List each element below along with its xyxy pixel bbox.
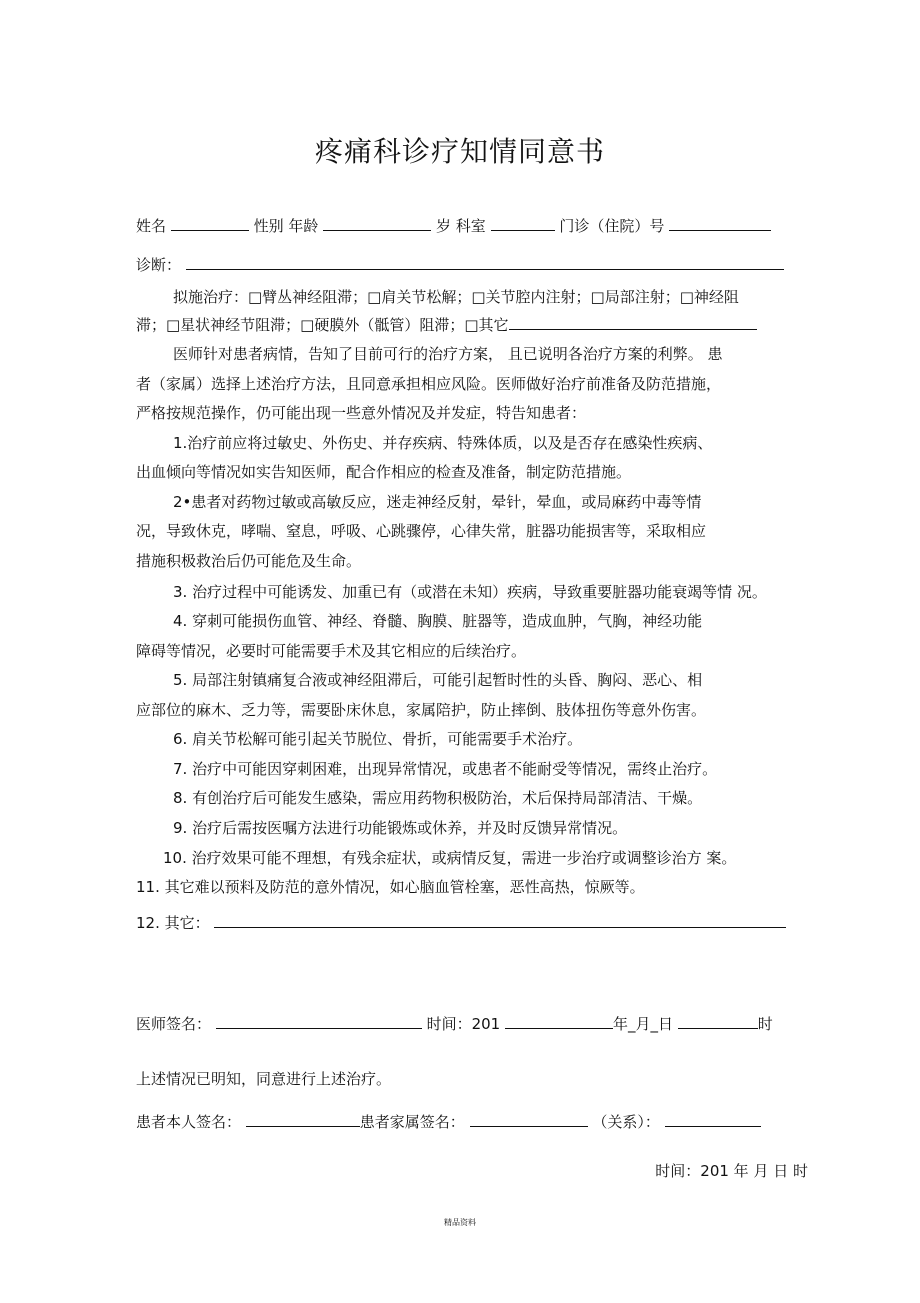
item-12-field[interactable] xyxy=(214,913,786,928)
doctor-sign-field[interactable] xyxy=(216,1014,422,1029)
doctor-sign-label: 医师签名： xyxy=(136,1015,212,1033)
item-4-line-2: 障碍等情况，必要时可能需要手术及其它相应的后续治疗。 xyxy=(136,642,527,660)
item-1-line-2: 出血倾向等情况如实告知医师，配合作相应的检查及准备，制定防范措施。 xyxy=(136,463,632,481)
item-2-line-1: 2•患者对药物过敏或高敏反应，迷走神经反射，晕针，晕血，或局麻药中毒等情 xyxy=(173,493,702,511)
patient-signature-row xyxy=(136,1112,761,1132)
patient-family-sign-label: 患者家属签名： xyxy=(359,1113,465,1131)
item-9: 9. 治疗后需按医嘱方法进行功能锻炼或休养，并及时反馈异常情况。 xyxy=(173,819,628,837)
item-3: 3. 治疗过程中可能诱发、加重已有（或潜在未知）疾病，导致重要脏器功能衰竭等情 况。 xyxy=(173,583,767,601)
intro-line-3: 严格按规范操作，仍可能出现一些意外情况及并发症，特告知患者： xyxy=(136,404,587,422)
item-12-label: 12. 其它： xyxy=(136,914,210,932)
patient-family-sign-field[interactable] xyxy=(470,1112,588,1127)
page-title: 疼痛科诊疗知情同意书 xyxy=(314,135,605,168)
diagnosis-label: 诊断： xyxy=(136,256,182,274)
patient-info-row xyxy=(136,216,771,236)
footer-note: 精品资料 xyxy=(444,1218,476,1227)
doctor-ymd-label: 年_月_日 xyxy=(613,1015,674,1033)
item-5-line-2: 应部位的麻木、乏力等，需要卧床休息，家属陪护，防止摔倒、肢体扭伤等意外伤害。 xyxy=(136,701,707,719)
item-6: 6. 肩关节松解可能引起关节脱位、骨折，可能需要手术治疗。 xyxy=(173,730,583,748)
dept-label: 科室 xyxy=(455,217,486,235)
age-unit: 岁 xyxy=(435,217,451,235)
age-field[interactable] xyxy=(323,216,431,231)
patient-self-sign-label: 患者本人签名： xyxy=(136,1113,242,1131)
patient-acknowledgement: 上述情况已明知，同意进行上述治疗。 xyxy=(136,1070,392,1088)
dept-field[interactable] xyxy=(491,216,555,231)
patient-self-sign-field[interactable] xyxy=(246,1112,360,1127)
item-11: 11. 其它难以预料及防范的意外情况，如心脑血管栓塞，恶性高热，惊厥等。 xyxy=(136,878,645,896)
diagnosis-field[interactable] xyxy=(186,255,784,270)
doctor-year-field[interactable] xyxy=(505,1014,613,1029)
record-number-label: 门诊（住院）号 xyxy=(559,217,665,235)
intro-line-2: 者（家属）选择上述治疗方法，且同意承担相应风险。医师做好治疗前准备及防范措施， xyxy=(136,375,722,393)
doctor-hour-field[interactable] xyxy=(678,1014,758,1029)
item-7: 7. 治疗中可能因穿刺困难，出现异常情况，或患者不能耐受等情况，需终止治疗。 xyxy=(173,760,718,778)
doctor-hour-label: 时 xyxy=(757,1015,773,1033)
treatment-other-field[interactable] xyxy=(509,315,757,330)
name-label: 姓名 xyxy=(136,217,167,235)
item-10: 10. 治疗效果可能不理想，有残余症状，或病情反复，需进一步治疗或调整诊治方 案。 xyxy=(163,849,737,867)
treatment-line-2 xyxy=(136,315,757,335)
treatment-line-2-text: 滞；□星状神经节阻滞；□硬膜外（骶管）阻滞；□其它 xyxy=(136,316,509,334)
gender-label: 性别 xyxy=(253,217,284,235)
item-1-line-1: 1.治疗前应将过敏史、外伤史、并存疾病、特殊体质，以及是否存在感染性疾病、 xyxy=(173,434,713,452)
item-4-line-1: 4. 穿刺可能损伤血管、神经、脊髓、胸膜、脏器等，造成血肿，气胸，神经功能 xyxy=(173,612,703,630)
item-5-line-1: 5. 局部注射镇痛复合液或神经阻滞后，可能引起暂时性的头昏、胸闷、恶心、相 xyxy=(173,671,703,689)
item-8: 8. 有创治疗后可能发生感染，需应用药物积极防治，术后保持局部清洁、干燥。 xyxy=(173,789,703,807)
relation-field[interactable] xyxy=(665,1112,761,1127)
name-field[interactable] xyxy=(171,216,249,231)
intro-line-1: 医师针对患者病情，告知了目前可行的治疗方案， 且已说明各治疗方案的利弊。 患 xyxy=(173,345,723,363)
treatment-line-1: 拟施治疗：□臂丛神经阻滞；□肩关节松解；□关节腔内注射；□局部注射；□神经阻 xyxy=(173,288,739,306)
doctor-signature-row xyxy=(136,1014,773,1034)
doctor-time-label: 时间：201 xyxy=(426,1015,501,1033)
item-2-line-3: 措施积极救治后仍可能危及生命。 xyxy=(136,552,362,570)
diagnosis-row xyxy=(136,255,784,275)
final-time: 时间：201 年 月 日 时 xyxy=(655,1162,808,1180)
item-2-line-2: 况，导致休克，哮喘、窒息，呼吸、心跳骤停，心律失常，脏器功能损害等，采取相应 xyxy=(136,522,707,540)
relation-label: （关系）： xyxy=(592,1113,660,1131)
record-number-field[interactable] xyxy=(669,216,771,231)
item-12-row xyxy=(136,913,786,933)
age-label: 年龄 xyxy=(288,217,319,235)
